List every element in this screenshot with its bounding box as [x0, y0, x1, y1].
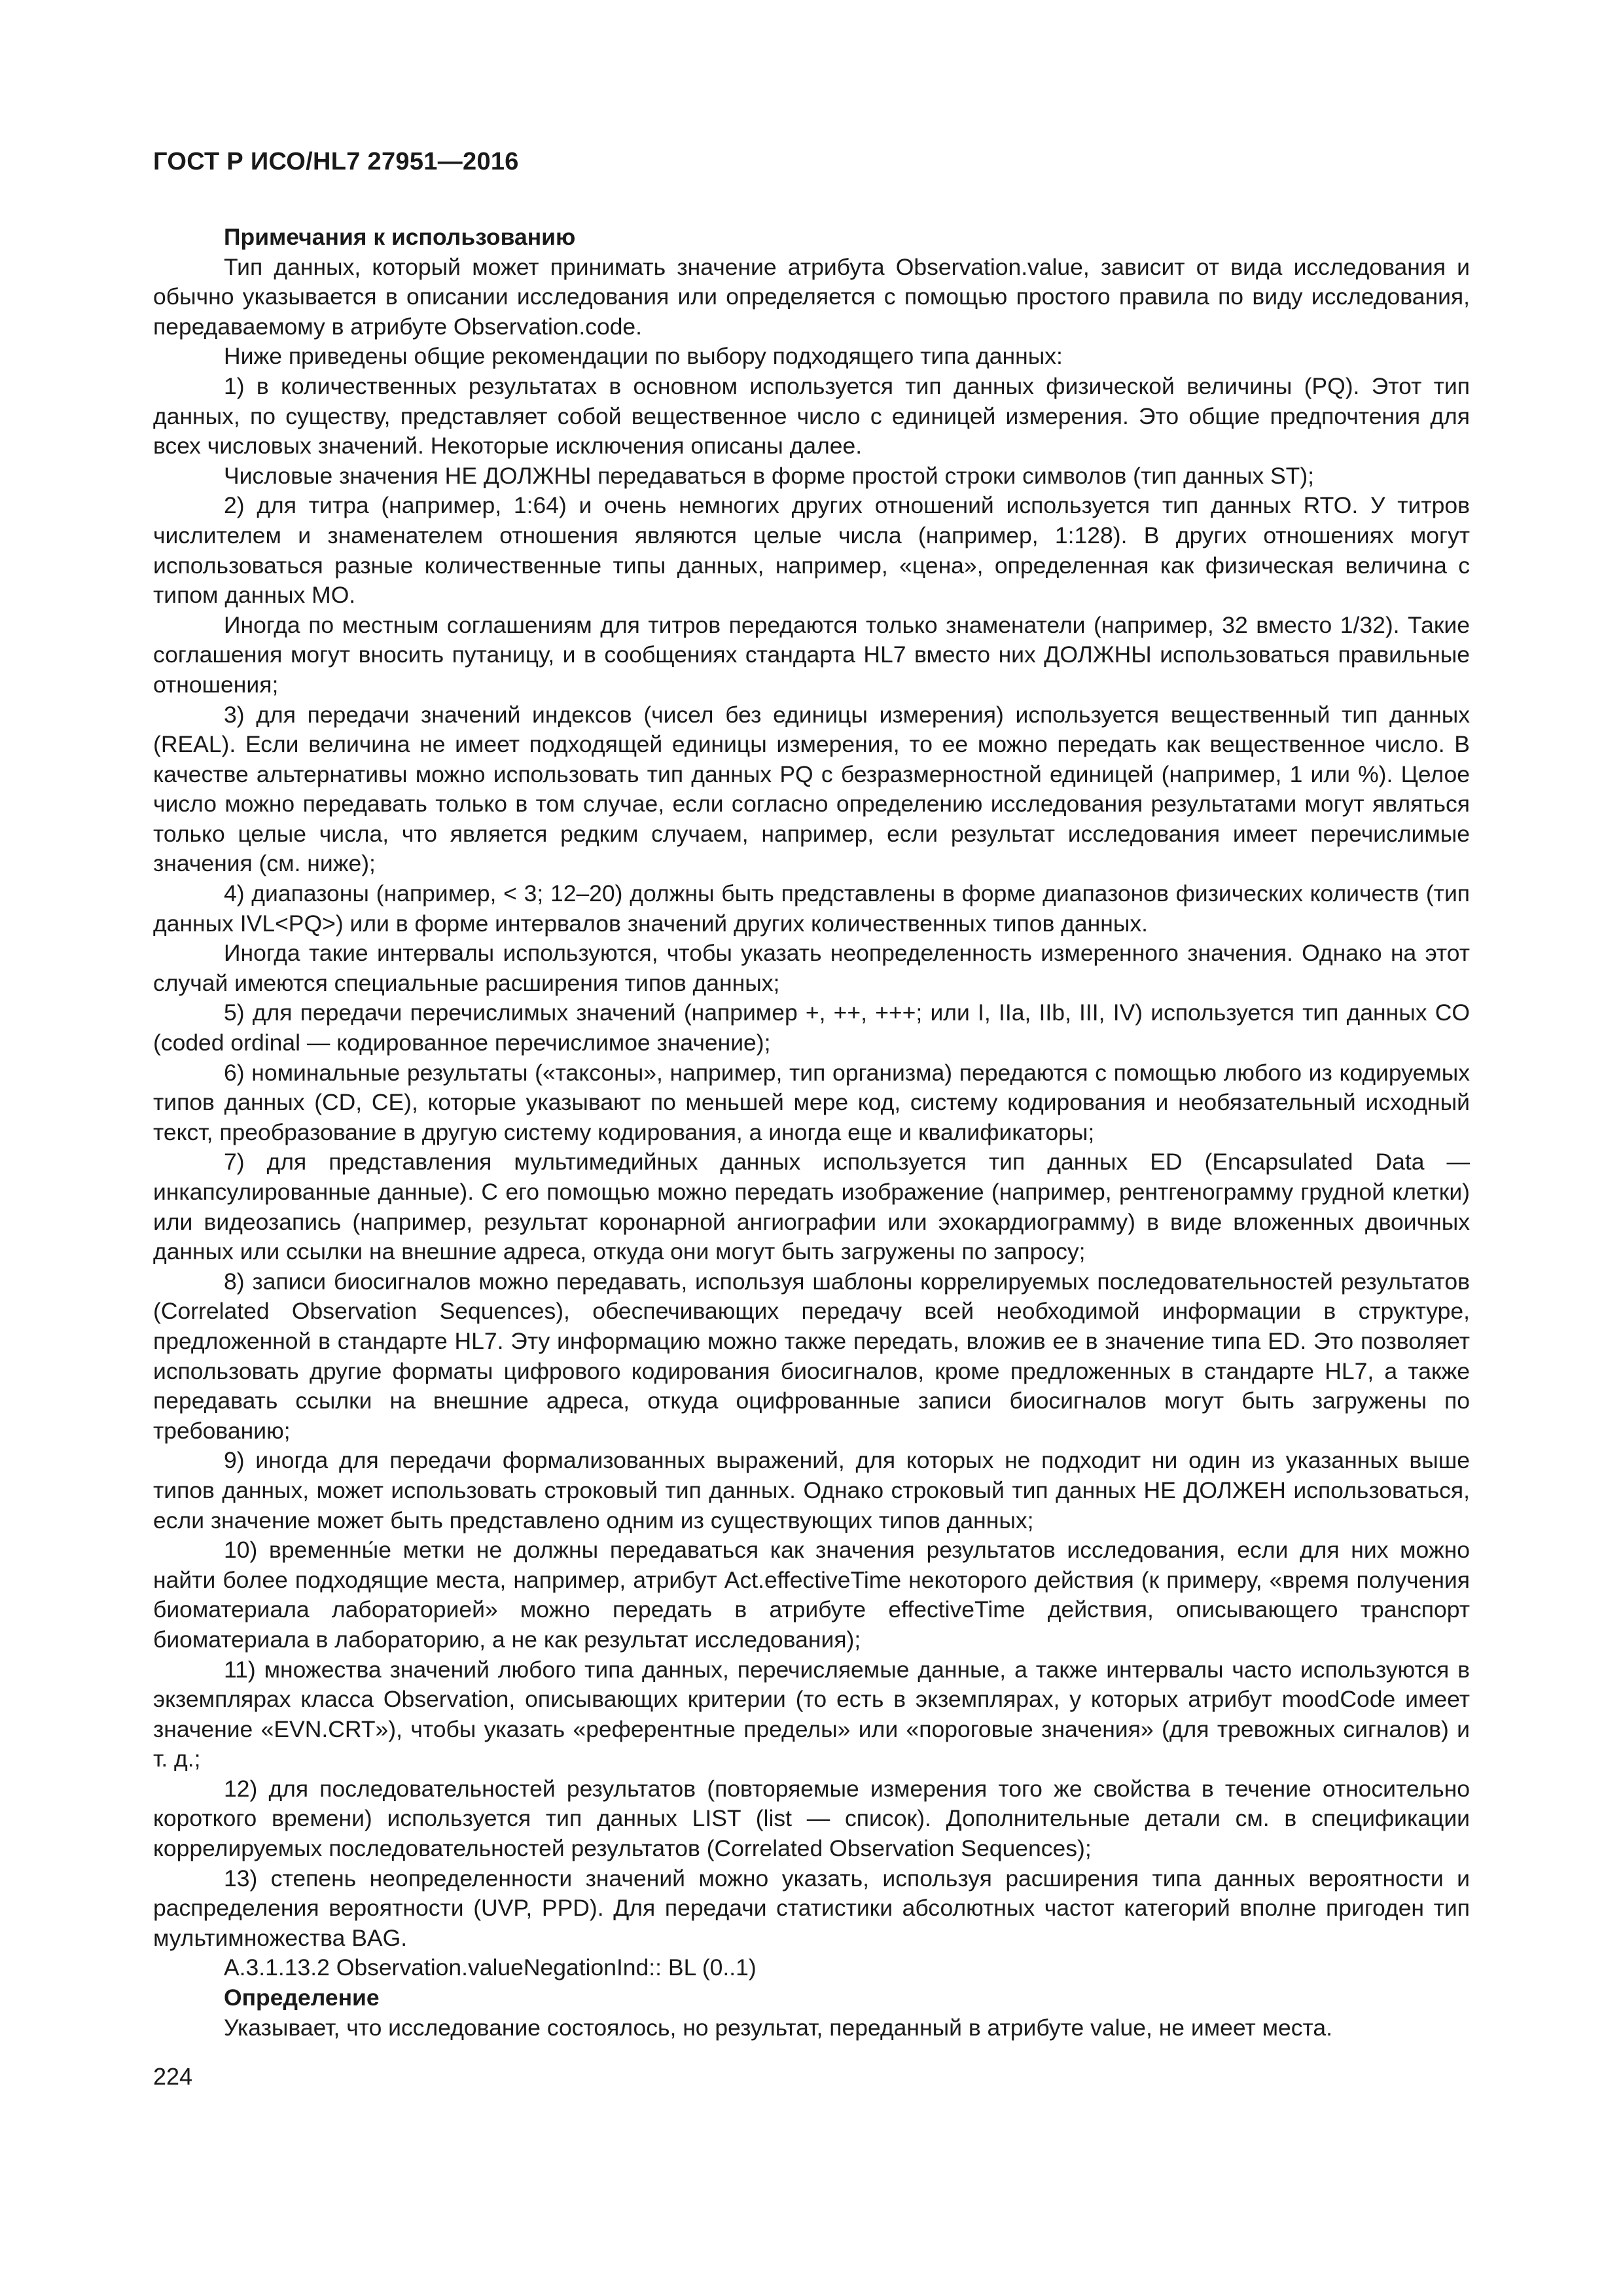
page-number: 224: [153, 2063, 193, 2090]
body-paragraph: Ниже приведены общие рекомендации по выбору подходящего типа данных:: [224, 343, 1063, 370]
body-paragraph: 2) для титра (например, 1:64) и очень немногих других отношений используется тип данных RTO. У титров числителем и знаменателем отношения являются целые числа (например, 1:128). В других отношениях могут использоваться разные количественные типы данных, например, «цена», определенная как физическая величина с типом данных MO.: [153, 492, 1470, 609]
body-paragraph: 3) для передачи значений индексов (чисел без единицы измерения) используется вещественный тип данных (REAL). Если величина не имеет подходящей единицы измерения, то ее можно передать как вещественное число. В качестве альтернативы можно использовать тип данных PQ с безразмерностной единицей (например, 1 или %). Целое число можно передавать только в том случае, если согласно определению исследования результатами могут являться только целые числа, что является редким случаем, например, если результат исследования имеет перечислимые значения (см. ниже);: [153, 701, 1470, 877]
body-paragraph: 8) записи биосигналов можно передавать, используя шаблоны коррелируемых последовательностей результатов (Correlated Observation Sequences), обеспечивающих передачу всей необходимой информации в структуре, предложенной в стандарте HL7. Эту информацию можно также передать, вложив ее в значение типа ED. Это позволяет использовать другие форматы цифрового кодирования биосигналов, кроме предложенных в стандарте HL7, а также передавать ссылки на внешние адреса, откуда оцифрованные записи биосигналов могут быть загружены по требованию;: [153, 1268, 1470, 1444]
body-paragraph: Иногда по местным соглашениям для титров передаются только знаменатели (например, 32 вместо 1/32). Такие соглашения могут вносить путаницу, и в сообщениях стандарта HL7 вместо них ДОЛЖНЫ использоваться правильные отношения;: [153, 611, 1470, 698]
body-paragraph: 11) множества значений любого типа данных, перечисляемые данные, а также интервалы часто используются в экземплярах класса Observation, описывающих критерии (то есть в экземплярах, у которых атрибут moodCode имеет значение «EVN.CRT»), чтобы указать «референтные пределы» или «пороговые значения» (для тревожных сигналов) и т. д.;: [153, 1656, 1470, 1772]
body-paragraph: A.3.1.13.2 Observation.valueNegationInd:: BL (0..1): [224, 1954, 757, 1981]
body-paragraph: 12) для последовательностей результатов (повторяемые измерения того же свойства в течение относительно короткого времени) используется тип данных LIST (list — список). Дополнительные детали см. в спецификации коррелируемых последовательностей результатов (Correlated Observation Sequences);: [153, 1775, 1470, 1862]
section-heading: Определение: [224, 1984, 380, 2011]
body-paragraph: Числовые значения НЕ ДОЛЖНЫ передаваться в форме простой строки символов (тип данных ST);: [224, 462, 1315, 489]
body-paragraph: Тип данных, который может принимать значение атрибута Observation.value, зависит от вида исследования и обычно указывается в описании исследования или определяется с помощью простого правила по виду исследования, передаваемому в атрибуте Observation.code.: [153, 253, 1470, 340]
body-paragraph: 7) для представления мультимедийных данных используется тип данных ED (Encapsulated Data — инкапсулированные данные). С его помощью можно передать изображение (например, рентгенограмму грудной клетки) или видеозапись (например, результат коронарной ангиографии или эхокардиограмму) в виде вложенных двоичных данных или ссылки на внешние адреса, откуда они могут быть загружены по запросу;: [153, 1149, 1470, 1265]
body-paragraph: Иногда такие интервалы используются, чтобы указать неопределенность измеренного значения. Однако на этот случай имеются специальные расширения типов данных;: [153, 940, 1470, 996]
section-heading: Примечания к использованию: [224, 224, 576, 250]
body-paragraph: 10) временны́е метки не должны передаваться как значения результатов исследования, если для них можно найти более подходящие места, например, атрибут Act.effectiveTime некоторого действия (к примеру, «время получения биоматериала лабораторией» можно передать в атрибуте effectiveTime действия, описывающего транспорт биоматериала в лабораторию, а не как результат исследования);: [153, 1537, 1470, 1653]
body-paragraph: 5) для передачи перечислимых значений (например +, ++, +++; или I, IIa, IIb, III, IV) используется тип данных CO (coded ordinal — кодированное перечислимое значение);: [153, 999, 1470, 1056]
body-paragraph: 4) диапазоны (например, < 3; 12–20) должны быть представлены в форме диапазонов физических количеств (тип данных IVL<PQ>) или в форме интервалов значений других количественных типов данных.: [153, 880, 1470, 937]
body-paragraph: 13) степень неопределенности значений можно указать, используя расширения типа данных вероятности и распределения вероятности (UVP, PPD). Для передачи статистики абсолютных частот категорий вполне пригоден тип мультимножества BAG.: [153, 1865, 1470, 1951]
document-header: ГОСТ Р ИСО/HL7 27951—2016: [153, 148, 519, 175]
document-body: [153, 223, 1470, 2043]
body-paragraph: 6) номинальные результаты («таксоны», например, тип организма) передаются с помощью любого из кодируемых типов данных (CD, CE), которые указывают по меньшей мере код, систему кодирования и необязательный исходный текст, преобразование в другую систему кодирования, а иногда еще и квалификаторы;: [153, 1059, 1470, 1145]
body-paragraph: Указывает, что исследование состоялось, но результат, переданный в атрибуте value, не имеет места.: [224, 2014, 1332, 2041]
body-paragraph: 1) в количественных результатах в основном используется тип данных физической величины (PQ). Этот тип данных, по существу, представляет собой вещественное число с единицей измерения. Это общие предпочтения для всех числовых значений. Некоторые исключения описаны далее.: [153, 372, 1470, 459]
body-paragraph: 9) иногда для передачи формализованных выражений, для которых не подходит ни один из указанных выше типов данных, может использовать строковый тип данных. Однако строковый тип данных НЕ ДОЛЖЕН использоваться, если значение может быть представлено одним из существующих типов данных;: [153, 1447, 1470, 1534]
